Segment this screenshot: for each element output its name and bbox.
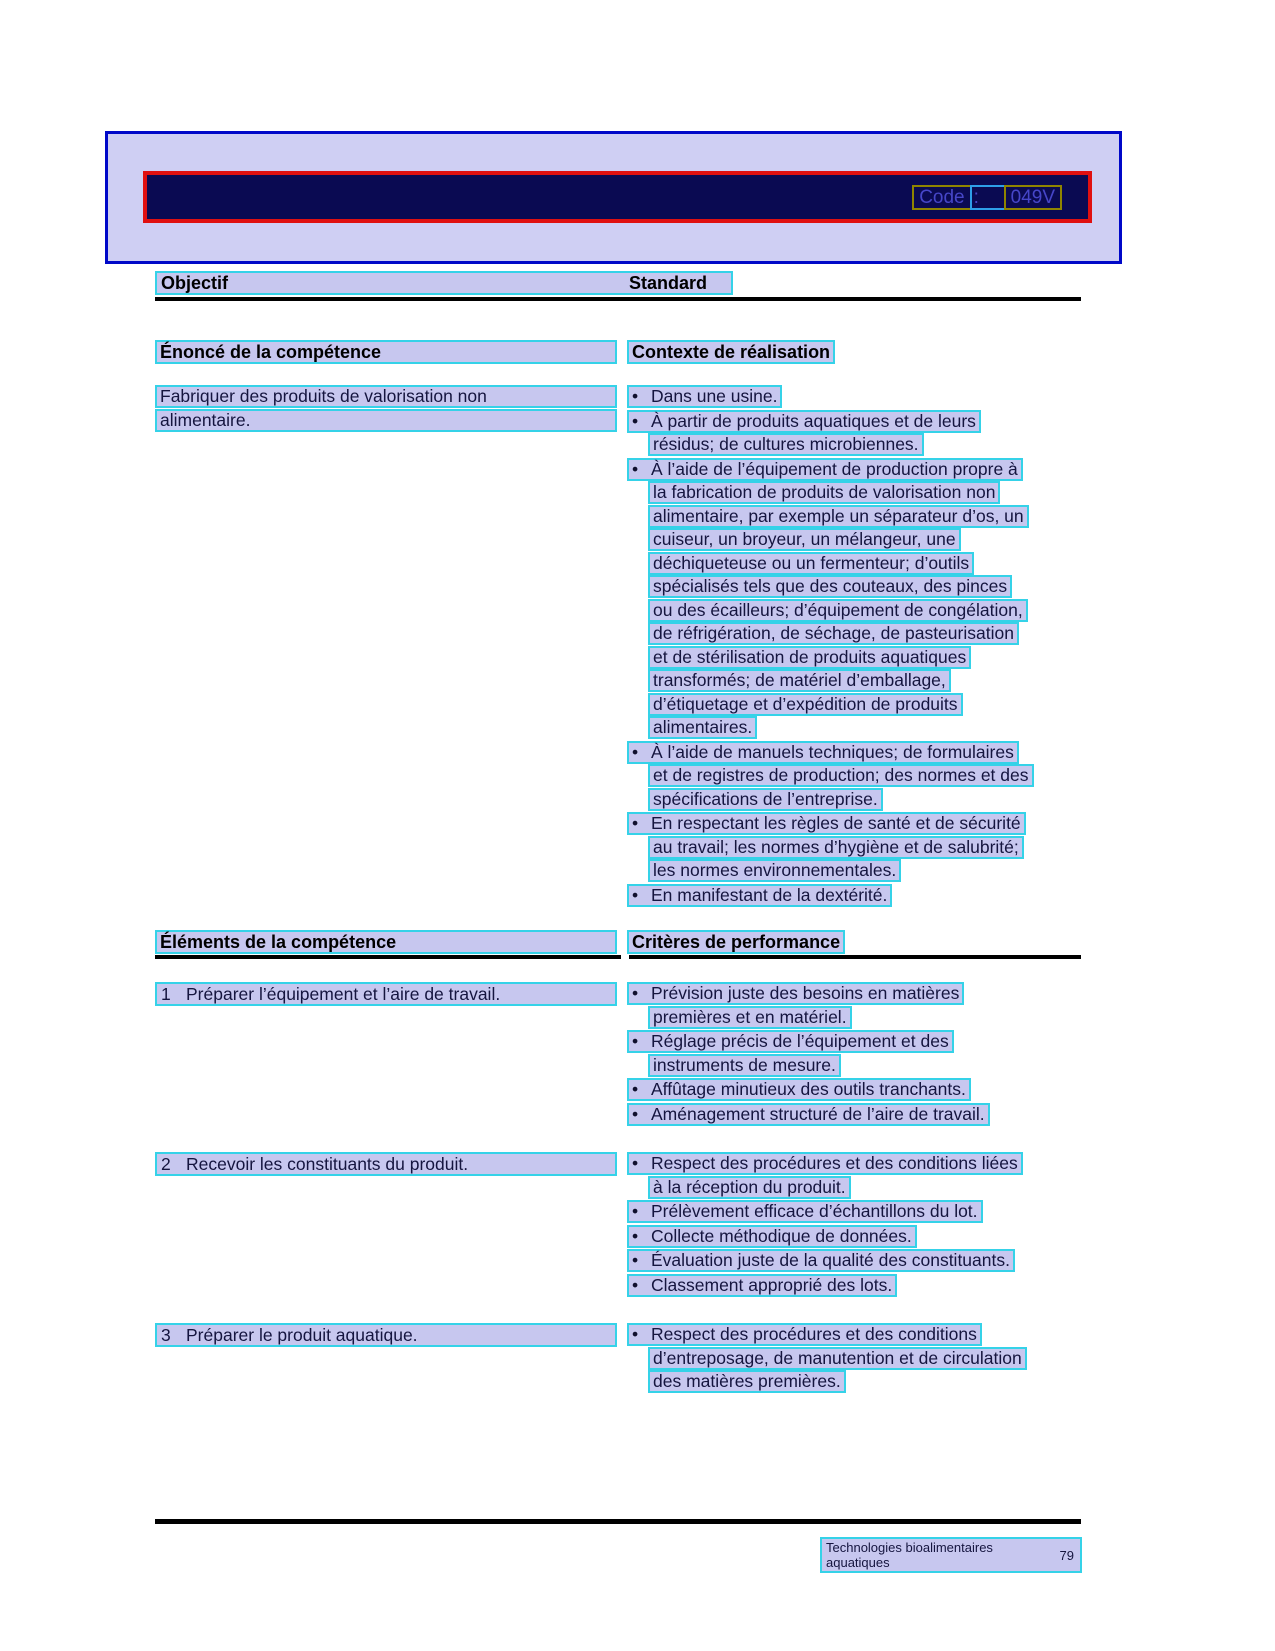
bullet-icon: •: [632, 1274, 639, 1295]
contexte-bullet: [627, 385, 1081, 409]
contexte-bullet-line-text: alimentaires.: [648, 716, 757, 739]
bullet-icon: •: [632, 1153, 639, 1173]
criteria-bullet-line-text: • Prélèvement efficace d’échantillons du lot.: [627, 1200, 983, 1223]
criteria-bullet: [627, 1323, 1081, 1394]
criteria-bullet-line: [627, 1103, 1081, 1127]
contexte-bullet-line: [648, 528, 1081, 552]
criteria-bullet-line: [648, 1370, 1081, 1394]
criteria-bullet: [627, 982, 1081, 1029]
criteria-bullet: [627, 1103, 1081, 1127]
title-banner-inner: [143, 171, 1092, 223]
criteria-bullet-line-text: à la réception du produit.: [648, 1176, 851, 1199]
contexte-bullet-line-text: d’étiquetage et d’expédition de produits: [648, 693, 963, 716]
contexte-bullet-line-text: alimentaire, par exemple un séparateur d’os, un: [648, 505, 1029, 528]
criteria-bullet-line-text: • Respect des procédures et des conditions liées: [627, 1152, 1023, 1175]
criteria-bullet-line-text: • Classement approprié des lots.: [627, 1274, 897, 1297]
element-label: 3 Préparer le produit aquatique.: [155, 1323, 617, 1347]
criteria-bullet: [627, 1249, 1081, 1273]
section1-left-header: Énoncé de la compétence: [155, 340, 617, 364]
contexte-bullet: [627, 410, 1081, 457]
section-enonce-contexte: [155, 340, 1081, 908]
bullet-icon: •: [632, 1079, 639, 1099]
bullet-icon: •: [632, 813, 639, 833]
criteria-bullet: [627, 1078, 1081, 1102]
criteria-bullet-line-text: • Évaluation juste de la qualité des constituants.: [627, 1249, 1015, 1272]
criteria-bullet-line: [627, 1030, 1081, 1054]
footer-bar: [820, 1537, 1082, 1573]
statement-line-text: Fabriquer des produits de valorisation non: [155, 385, 617, 408]
criteria-bullets: [627, 982, 1081, 1127]
criteria-bullet: [627, 1152, 1081, 1199]
bullet-icon: •: [632, 1250, 639, 1270]
contexte-bullet-line-text: et de registres de production; des normes et des: [648, 764, 1034, 787]
criteria-bullet-line-text: • Affûtage minutieux des outils tranchants.: [627, 1078, 971, 1101]
contexte-bullet-line: [627, 410, 1081, 434]
criteria-bullet-line-text: • Prévision juste des besoins en matières: [627, 982, 964, 1005]
competence-row-left: [155, 1152, 627, 1298]
divider-rule-top: [155, 297, 1081, 301]
column-header-objectif: Objectif: [161, 273, 229, 293]
contexte-bullet-line-text: • En manifestant de la dextérité.: [627, 884, 892, 907]
contexte-bullet-line: [648, 505, 1081, 529]
criteria-bullet-line: [627, 982, 1081, 1006]
contexte-bullet-line-text: • À l’aide de manuels techniques; de formulaires: [627, 741, 1019, 764]
bullet-icon: •: [632, 1103, 639, 1124]
contexte-bullet-line: [648, 481, 1081, 505]
contexte-bullet: [627, 741, 1081, 812]
footer-rule: [155, 1519, 1081, 1524]
criteria-rows: [155, 982, 1081, 1395]
criteria-bullet-line: [627, 1323, 1081, 1347]
competence-row: [155, 1152, 1081, 1298]
criteria-bullet-line-text: instruments de mesure.: [648, 1054, 841, 1077]
contexte-bullet-line: [648, 836, 1081, 860]
bullet-icon: •: [632, 1201, 639, 1221]
contexte-bullet-line: [648, 716, 1081, 740]
title-banner: [105, 131, 1122, 264]
criteria-bullet-line: [627, 1152, 1081, 1176]
contexte-bullet: [627, 884, 1081, 908]
code-value: 049V: [1004, 185, 1062, 210]
contexte-bullet-line: [648, 622, 1081, 646]
contexte-bullet-line-text: de réfrigération, de séchage, de pasteurisation: [648, 622, 1019, 645]
statement-line-text: alimentaire.: [155, 409, 617, 432]
footer-text: Technologies bioalimentaires aquatiques: [826, 1540, 993, 1570]
contexte-bullet-line-text: spécialisés tels que des couteaux, des pinces: [648, 575, 1012, 598]
bullet-icon: •: [632, 884, 639, 905]
criteria-bullet-line: [627, 1200, 1081, 1224]
divider-rule-right: [629, 955, 1081, 959]
criteria-bullet-line: [648, 1006, 1081, 1030]
element-label: 2 Recevoir les constituants du produit.: [155, 1152, 617, 1176]
contexte-bullet-line-text: ou des écailleurs; d’équipement de congélation,: [648, 599, 1028, 622]
contexte-bullet: [627, 458, 1081, 740]
column-header-standard: Standard: [629, 273, 708, 293]
contexte-bullet-line: [627, 458, 1081, 482]
criteria-bullet-line: [627, 1249, 1081, 1273]
criteria-bullet-line: [648, 1347, 1081, 1371]
criteria-bullet-line: [648, 1054, 1081, 1078]
bullet-icon: •: [632, 458, 639, 479]
bullet-icon: •: [632, 410, 639, 431]
footer-page-number: 79: [1059, 1547, 1074, 1563]
section2-left-header: Éléments de la compétence: [155, 930, 617, 954]
contexte-bullet-line-text: résidus; de cultures microbiennes.: [648, 433, 924, 456]
contexte-bullet-line: [648, 859, 1081, 883]
contexte-bullet-line-text: • En respectant les règles de santé et de sécurité: [627, 812, 1026, 835]
competence-row-left: [155, 982, 627, 1127]
section2-right-header: Critères de performance: [627, 930, 845, 954]
divider-rule-left: [155, 955, 621, 959]
criteria-bullet-line-text: des matières premières.: [648, 1370, 846, 1393]
criteria-bullet-line-text: • Collecte méthodique de données.: [627, 1225, 917, 1248]
competence-row-left: [155, 1323, 627, 1395]
contexte-bullet-line: [648, 788, 1081, 812]
contexte-bullet-line: [627, 812, 1081, 836]
contexte-bullet-line: [648, 433, 1081, 457]
bullet-icon: •: [632, 741, 639, 762]
bullet-icon: •: [632, 1225, 639, 1246]
objectif-standard-bar: [155, 271, 733, 295]
contexte-bullet-line: [627, 741, 1081, 765]
contexte-bullet-line-text: au travail; les normes d’hygiène et de salubrité;: [648, 836, 1024, 859]
contexte-bullet-line: [648, 693, 1081, 717]
contexte-bullet-line: [648, 646, 1081, 670]
contexte-bullet-line: [627, 385, 1081, 409]
criteria-bullet-line-text: • Réglage précis de l’équipement et des: [627, 1030, 954, 1053]
criteria-bullet-line-text: • Respect des procédures et des conditions: [627, 1323, 982, 1346]
section1-right-header: Contexte de réalisation: [627, 340, 835, 364]
competence-row: [155, 1323, 1081, 1395]
bullet-icon: •: [632, 1324, 639, 1344]
contexte-bullet: [627, 812, 1081, 883]
criteria-bullet-line-text: • Aménagement structuré de l’aire de travail.: [627, 1103, 990, 1126]
contexte-bullet-line-text: spécifications de l’entreprise.: [648, 788, 883, 811]
statement-line: [155, 409, 627, 433]
contexte-bullet-line-text: cuiseur, un broyeur, un mélangeur, une: [648, 528, 961, 551]
element-number: 2: [161, 1154, 171, 1174]
criteria-bullet-line-text: d’entreposage, de manutention et de circulation: [648, 1347, 1027, 1370]
criteria-bullet: [627, 1225, 1081, 1249]
contexte-bullet-line-text: transformés; de matériel d’emballage,: [648, 669, 951, 692]
criteria-bullet-line-text: premières et en matériel.: [648, 1006, 852, 1029]
contexte-bullet-list: [627, 385, 1081, 908]
contexte-bullet-line-text: la fabrication de produits de valorisation non: [648, 481, 1000, 504]
contexte-bullet-line: [648, 552, 1081, 576]
contexte-bullet-line-text: déchiqueteuse ou un fermenteur; d’outils: [648, 552, 974, 575]
criteria-bullet-line: [627, 1274, 1081, 1298]
statement-line: [155, 385, 627, 409]
bullet-icon: •: [632, 386, 639, 406]
code-colon: :: [970, 185, 1006, 210]
bullet-icon: •: [632, 1031, 639, 1051]
contexte-bullet-line: [648, 599, 1081, 623]
criteria-bullet: [627, 1274, 1081, 1298]
criteria-bullet: [627, 1200, 1081, 1224]
contexte-bullet-line: [627, 884, 1081, 908]
contexte-bullet-line-text: et de stérilisation de produits aquatiques: [648, 646, 971, 669]
contexte-bullet-line-text: • À partir de produits aquatiques et de leurs: [627, 410, 981, 433]
section-elements-criteres: [155, 930, 1081, 1420]
criteria-bullet-line: [627, 1078, 1081, 1102]
element-number: 3: [161, 1325, 171, 1345]
criteria-bullet-line: [648, 1176, 1081, 1200]
competence-row: [155, 982, 1081, 1127]
element-label: 1 Préparer l’équipement et l’aire de travail.: [155, 982, 617, 1006]
contexte-bullet-line: [648, 764, 1081, 788]
contexte-bullet-line-text: • À l’aide de l’équipement de production propre à: [627, 458, 1023, 481]
criteria-bullet: [627, 1030, 1081, 1077]
contexte-bullet-line: [648, 575, 1081, 599]
contexte-bullet-line-text: les normes environnementales.: [648, 859, 901, 882]
element-number: 1: [161, 984, 171, 1004]
criteria-bullets: [627, 1323, 1081, 1395]
competence-statement: [155, 385, 627, 908]
criteria-bullet-line: [627, 1225, 1081, 1249]
bullet-icon: •: [632, 983, 639, 1003]
contexte-bullet-line: [648, 669, 1081, 693]
criteria-bullets: [627, 1152, 1081, 1298]
code-label: Code: [912, 185, 971, 210]
contexte-bullet-line-text: • Dans une usine.: [627, 385, 782, 408]
